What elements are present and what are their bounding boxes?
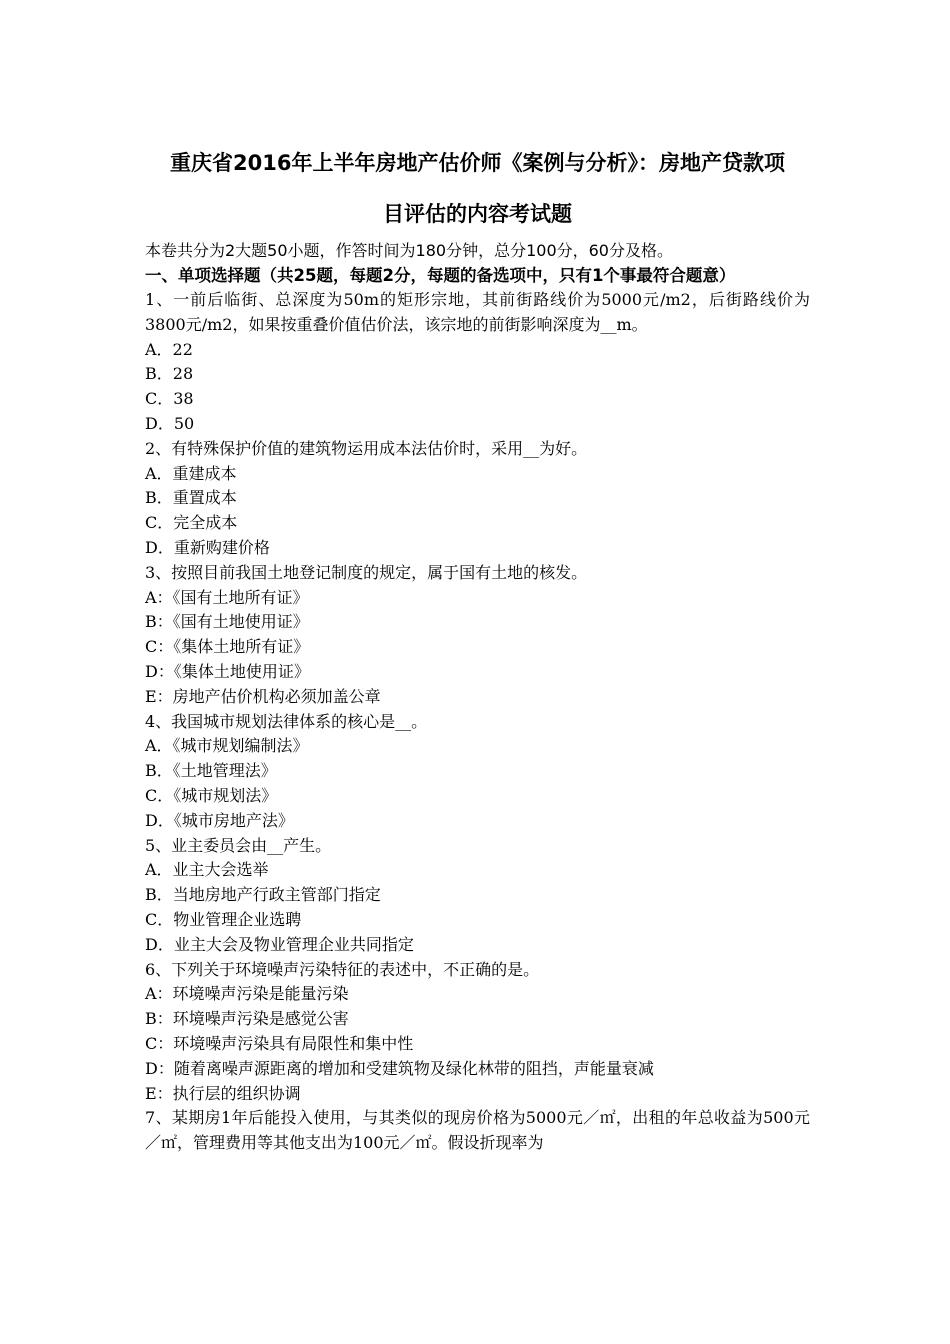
question-option: C．物业管理企业选聘 bbox=[145, 909, 302, 929]
question-option: D：随着离噪声源距离的增加和受建筑物及绿化林带的阻挡，声能量衰减 bbox=[145, 1058, 654, 1078]
question-option: E：执行层的组织协调 bbox=[145, 1083, 301, 1103]
document-title-line-2: 目评估的内容考试题 bbox=[383, 202, 572, 226]
question-option: A．22 bbox=[145, 339, 193, 359]
question-2 bbox=[145, 437, 810, 561]
question-option: C．38 bbox=[145, 389, 194, 409]
question-option: B．《土地管理法》 bbox=[145, 761, 277, 781]
exam-intro: 本卷共分为2大题50小题，作答时间为180分钟，总分100分，60分及格。 bbox=[145, 241, 673, 260]
question-stem: 3、按照目前我国土地登记制度的规定，属于国有土地的核发。 bbox=[145, 562, 588, 582]
question-stem: 4、我国城市规划法律体系的核心是__。 bbox=[145, 711, 428, 731]
question-option: A：《国有土地所有证》 bbox=[145, 587, 309, 607]
question-option: D．50 bbox=[145, 413, 195, 433]
question-1 bbox=[145, 288, 810, 437]
question-option: C．完全成本 bbox=[145, 513, 238, 533]
question-option: B．28 bbox=[145, 364, 194, 384]
question-7 bbox=[145, 1106, 810, 1156]
question-option: D．《城市房地产法》 bbox=[145, 810, 294, 830]
question-option: A．业主大会选举 bbox=[145, 860, 269, 880]
question-option: B：环境噪声污染是感觉公害 bbox=[145, 1009, 349, 1029]
question-option: D：《集体土地使用证》 bbox=[145, 661, 310, 681]
question-stem: 1、一前后临街、总深度为50m的矩形宗地，其前街路线价为5000元/m2，后街路线价为3800元/m2，如果按重叠价值估价法，该宗地的前街影响深度为__m。 bbox=[145, 290, 810, 334]
question-stem: 5、业主委员会由__产生。 bbox=[145, 835, 332, 855]
question-option: A．《城市规划编制法》 bbox=[145, 736, 309, 756]
question-option: C．《城市规划法》 bbox=[145, 785, 278, 805]
question-stem: 2、有特殊保护价值的建筑物运用成本法估价时，采用__为好。 bbox=[145, 438, 588, 458]
question-6 bbox=[145, 958, 810, 1107]
question-stem: 6、下列关于环境噪声污染特征的表述中，不正确的是。 bbox=[145, 959, 540, 979]
document-content bbox=[145, 150, 810, 1156]
question-option: B．当地房地产行政主管部门指定 bbox=[145, 885, 381, 905]
question-option: A．重建成本 bbox=[145, 463, 237, 483]
document-title-line-1: 重庆省2016年上半年房地产估价师《案例与分析》：房地产贷款项 bbox=[170, 151, 785, 175]
question-stem: 7、某期房1年后能投入使用，与其类似的现房价格为5000元／㎡，出租的年总收益为500元／㎡，管理费用等其他支出为100元／㎡。假设折现率为 bbox=[145, 1108, 810, 1153]
section-heading-single-choice: 一、单项选择题（共25题，每题2分，每题的备选项中，只有1个事最符合题意） bbox=[145, 266, 736, 285]
question-option: A：环境噪声污染是能量污染 bbox=[145, 984, 349, 1004]
question-4 bbox=[145, 710, 810, 834]
question-option: E：房地产估价机构必须加盖公章 bbox=[145, 686, 381, 706]
question-option: C：环境噪声污染具有局限性和集中性 bbox=[145, 1033, 414, 1053]
question-option: B：《国有土地使用证》 bbox=[145, 612, 309, 632]
question-option: C：《集体土地所有证》 bbox=[145, 637, 310, 657]
question-option: D．业主大会及物业管理企业共同指定 bbox=[145, 934, 414, 954]
question-3 bbox=[145, 561, 810, 710]
question-option: D．重新购建价格 bbox=[145, 537, 270, 557]
question-option: B．重置成本 bbox=[145, 488, 237, 508]
question-5 bbox=[145, 834, 810, 958]
